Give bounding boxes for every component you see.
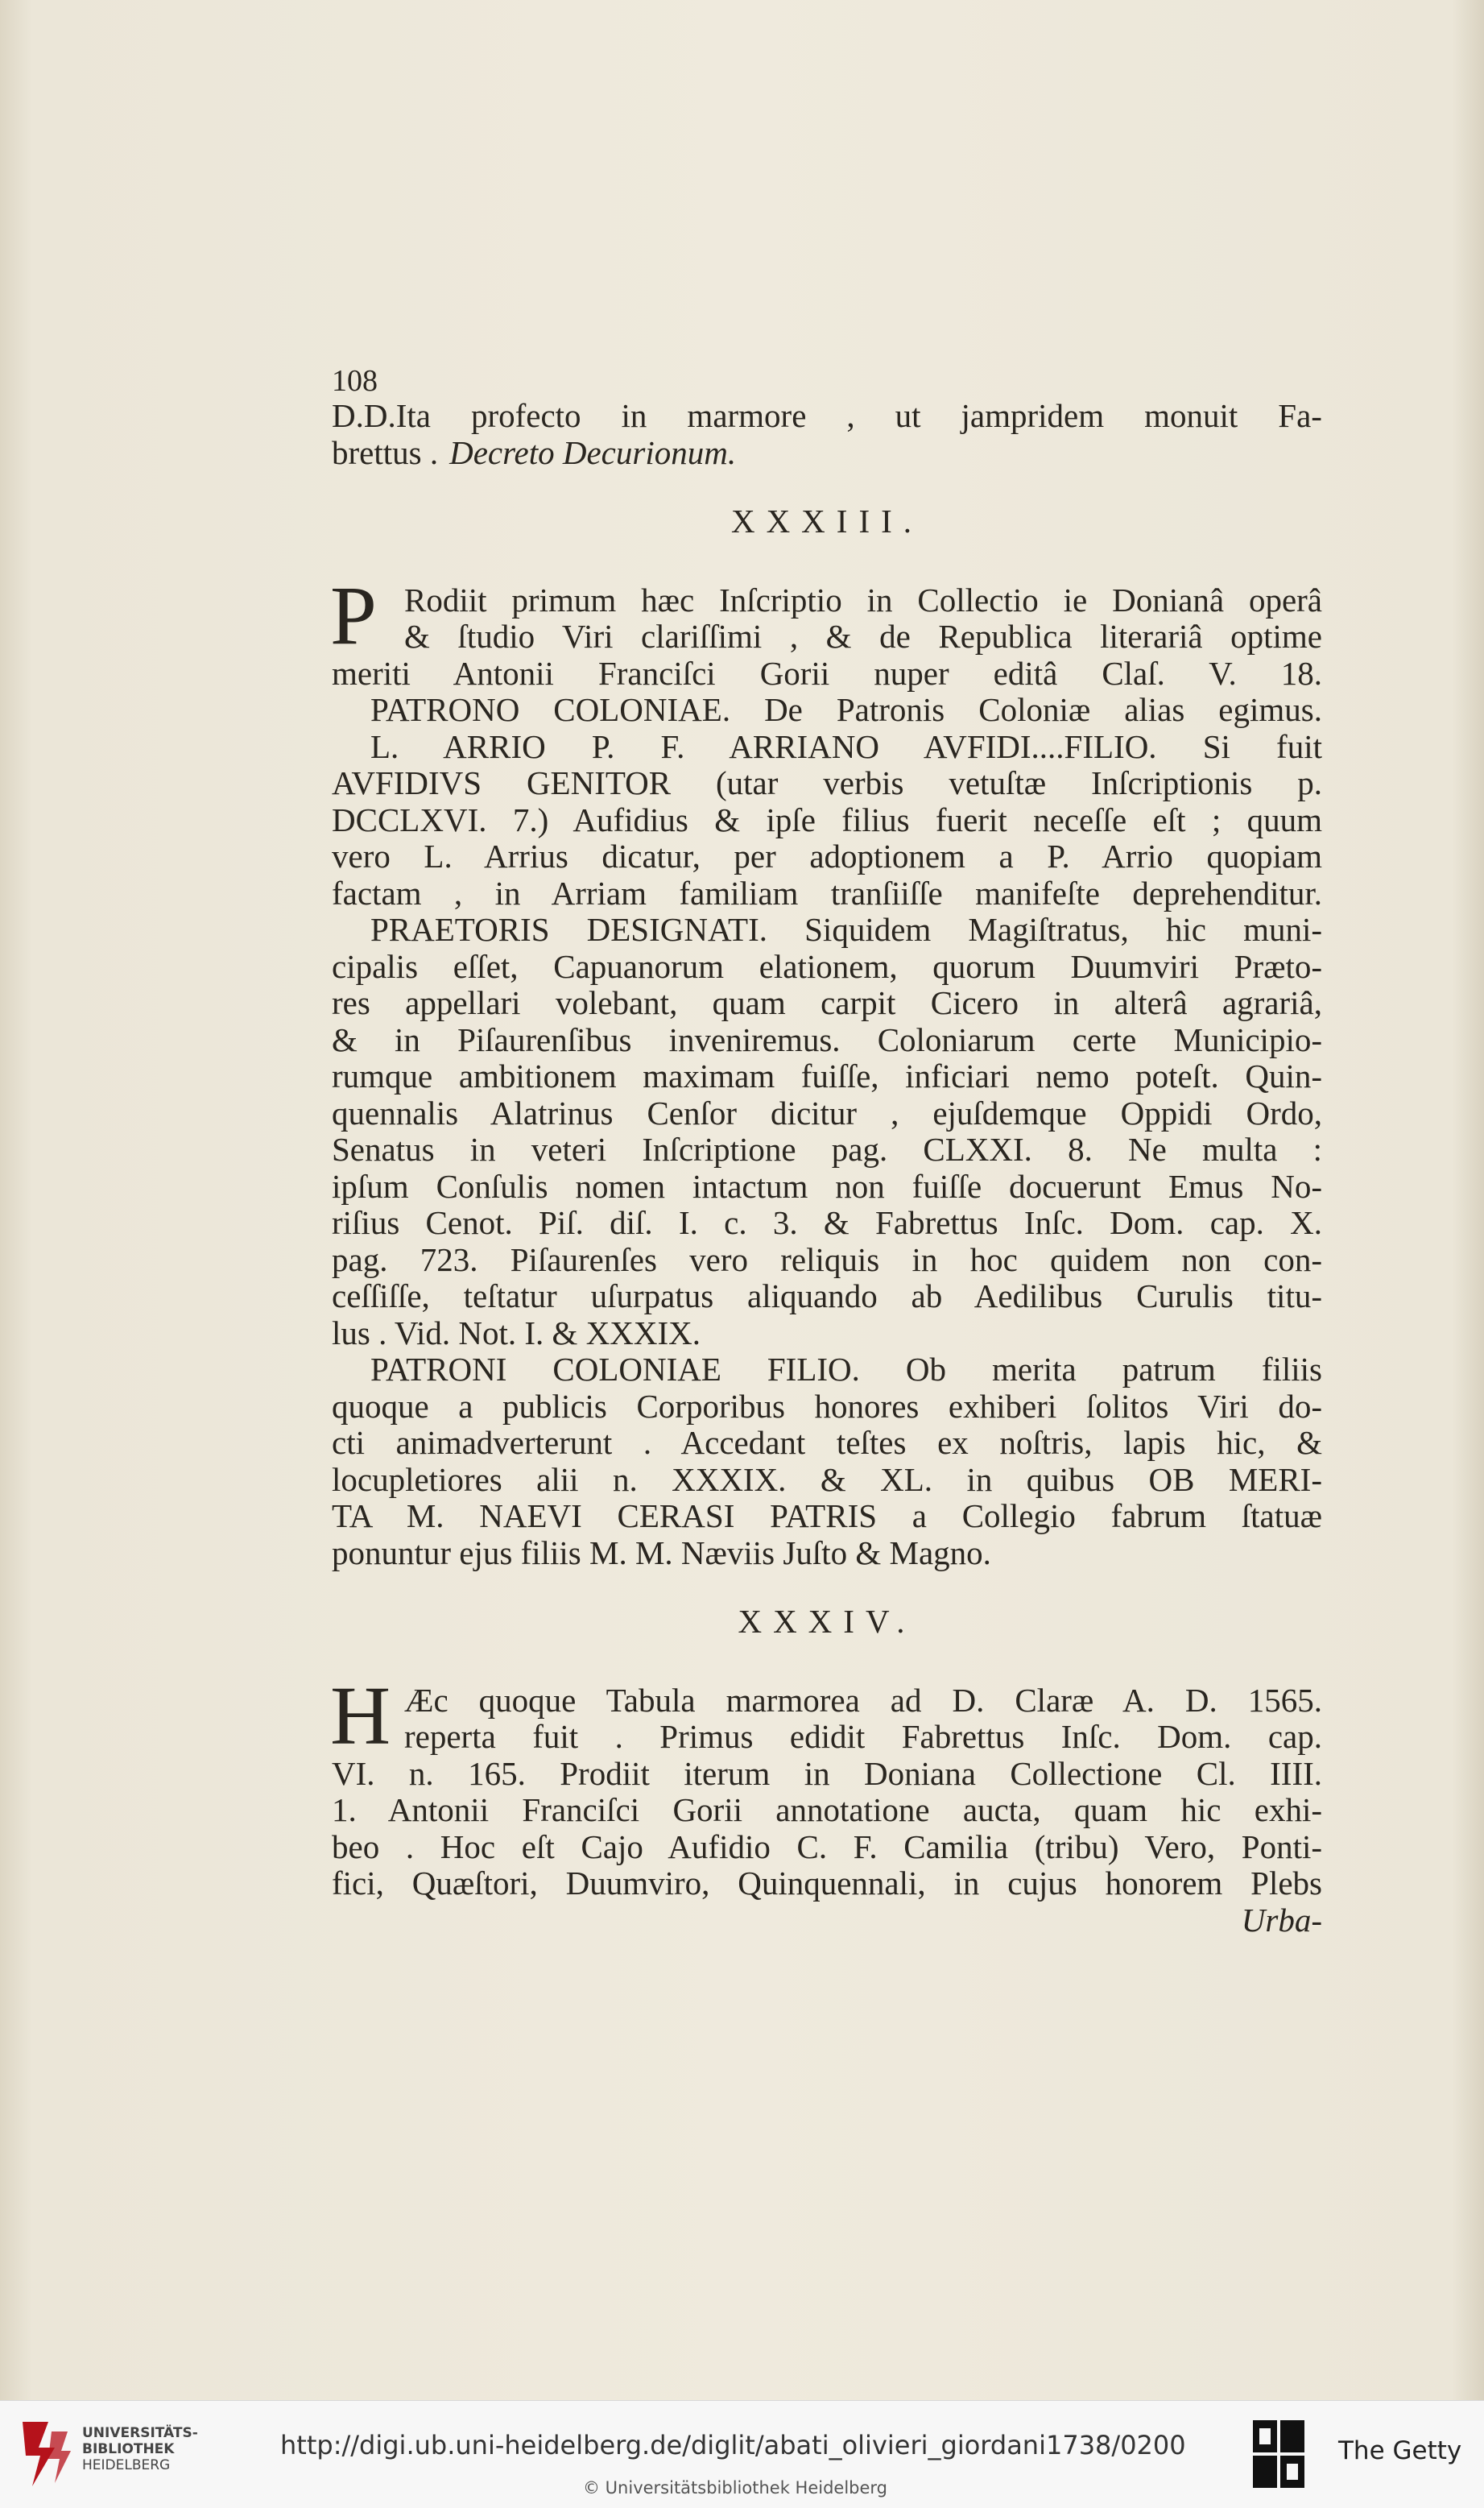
partner-name: The Getty <box>1338 2436 1462 2465</box>
university-seal-icon <box>16 2415 74 2493</box>
paragraph-line: cti animadverterunt . Accedant teſtes ex noſtris, lapis hic, & <box>332 1424 1322 1461</box>
paragraph-line: riſius Cenot. Piſ. diſ. I. c. 3. & Fabrettus Inſc. Dom. cap. X. <box>332 1204 1322 1241</box>
paragraph-line: quennalis Alatrinus Cenſor dicitur , ejuſdemque Oppidi Ordo, <box>332 1094 1322 1132</box>
page-text <box>332 364 1322 1939</box>
paragraph-line: rumque ambitionem maximam fuiſſe, inficiari nemo poteſt. Quin- <box>332 1057 1322 1095</box>
paragraph-line: res appellari volebant, quam carpit Cicero in alterâ agrariâ, <box>332 984 1322 1021</box>
catchword-text: Urba- <box>1241 1901 1322 1939</box>
paragraph-line: 1. Antonii Franciſci Gorii annotatione aucta, quam hic exhi- <box>332 1791 1322 1828</box>
word: monuit <box>1144 397 1238 434</box>
paragraph-line: & ſtudio Viri clariſſimi , & de Republica literariâ optime <box>404 618 1322 655</box>
paragraph-line: lus . Vid. Not. I. & XXXIX. <box>332 1314 701 1351</box>
getty-logo-icon <box>1250 2417 1308 2491</box>
page-number: 108 <box>332 364 378 398</box>
paragraph-line: ceſſiſſe, teſtatur uſurpatus aliquando ab Aedilibus Curulis titu- <box>332 1277 1322 1314</box>
word: ut <box>895 397 921 434</box>
word: brettus . <box>332 433 439 471</box>
paragraph-line: fici, Quæſtori, Duumviro, Quinquennali, in cujus honorem Plebs <box>332 1864 1322 1902</box>
paragraph-line: AVFIDIVS GENITOR (utar verbis vetuſtæ Inſcriptionis p. <box>332 764 1322 801</box>
paragraph-line: PATRONI COLONIAE FILIO. Ob merita patrum filiis <box>370 1351 1322 1388</box>
paragraph-line: cipalis eſſet, Capuanorum elationem, quorum Duumviri Præto- <box>332 947 1322 985</box>
word: Fa- <box>1278 397 1322 434</box>
italic-phrase: Decreto Decurionum. <box>449 433 737 471</box>
paragraph-line: VI. n. 165. Prodiit iterum in Doniana Collectione Cl. IIII. <box>332 1754 1322 1792</box>
word: jampridem <box>961 397 1105 434</box>
paragraph-line: vero L. Arrius dicatur, per adoptionem a P. Arrio quopiam <box>332 838 1322 875</box>
drop-cap: P <box>330 569 377 662</box>
intro-line-1 <box>332 398 1322 435</box>
paragraph-line: locupletiores alii n. XXXIX. & XL. in quibus OB MERI- <box>332 1460 1322 1498</box>
word: in <box>621 397 647 434</box>
body-lines <box>332 692 1322 1571</box>
paragraph-xxxiii <box>330 569 1322 693</box>
institution-name: UNIVERSITÄTS- BIBLIOTHEK HEIDELBERG <box>82 2425 198 2473</box>
paragraph-line: Æc quoque Tabula marmorea ad D. Claræ A. D. 1565. <box>404 1681 1322 1719</box>
viewer-footer <box>0 2400 1484 2508</box>
catchword <box>332 1902 1322 1939</box>
paragraph-line: ipſum Conſulis nomen intactum non fuiſſe docuerunt Emus No- <box>332 1167 1322 1205</box>
word: D.D.Ita <box>332 397 431 434</box>
paragraph-line: PRAETORIS DESIGNATI. Siquidem Magiſtratus, hic muni- <box>370 911 1322 948</box>
drop-cap: H <box>330 1669 391 1762</box>
word: marmore <box>687 397 807 434</box>
intro-line-2 <box>332 435 1322 472</box>
paragraph-line: factam , in Arriam familiam tranſiiſſe manifeſte deprehenditur. <box>332 874 1322 912</box>
paragraph-line: meriti Antonii Franciſci Gorii nuper editâ Claſ. V. 18. <box>332 654 1322 692</box>
paragraph-line: ponuntur ejus filiis M. M. Næviis Juſto & Magno. <box>332 1533 991 1571</box>
paragraph-line: & in Piſaurenſibus inveniremus. Coloniarum certe Municipio- <box>332 1020 1322 1058</box>
paragraph-line: PATRONO COLONIAE. De Patronis Coloniæ alias egimus. <box>370 691 1322 728</box>
paragraph-line: beo . Hoc eſt Cajo Aufidio C. F. Camilia (tribu) Vero, Ponti- <box>332 1827 1322 1865</box>
word: profecto <box>470 397 581 434</box>
word: , <box>846 397 855 434</box>
section-heading-xxxiii: XXXIII. <box>730 503 924 540</box>
paragraph-line: Rodiit primum hæc Inſcriptio in Collectio ie Donianâ operâ <box>404 581 1322 619</box>
paragraph-line: pag. 723. Piſaurenſes vero reliquis in hoc quidem non con- <box>332 1240 1322 1278</box>
paragraph-line: L. ARRIO P. F. ARRIANO AVFIDI....FILIO. Si fuit <box>370 727 1322 765</box>
paragraph-line: TA M. NAEVI CERASI PATRIS a Collegio fabrum ſtatuæ <box>332 1497 1322 1534</box>
paragraph-line: reperta fuit . Primus edidit Fabrettus Inſc. Dom. cap. <box>404 1718 1322 1755</box>
paragraph-line: quoque a publicis Corporibus honores exhiberi ſolitos Viri do- <box>332 1387 1322 1425</box>
copyright-notice: © Universitätsbibliothek Heidelberg <box>583 2478 888 2498</box>
section-heading-xxxiv: XXXIV. <box>738 1603 916 1640</box>
paragraph-line: DCCLXVI. 7.) Aufidius & ipſe filius fuerit neceſſe eſt ; quum <box>332 801 1322 838</box>
permalink[interactable]: http://digi.ub.uni-heidelberg.de/diglit/abati_olivieri_giordani1738/0200 <box>280 2430 1186 2460</box>
paragraph-line: Senatus in veteri Inſcriptione pag. CLXXI. 8. Ne multa : <box>332 1131 1322 1168</box>
paragraph-xxxiv <box>330 1669 1322 1902</box>
